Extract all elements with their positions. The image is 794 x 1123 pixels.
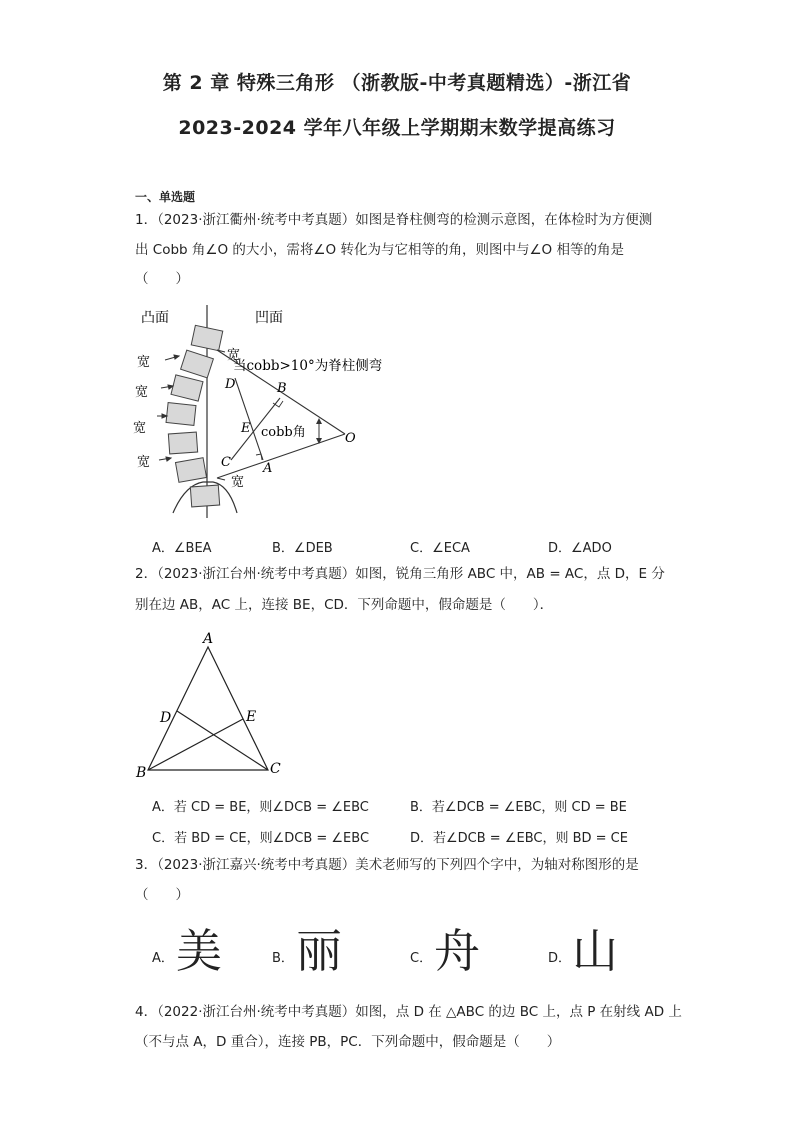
vertebra: [168, 432, 197, 454]
label-concave: 凹面: [255, 310, 283, 326]
q3-option-a-char: 美: [176, 924, 222, 978]
label-note: 当cobb>10°为脊柱侧弯: [233, 358, 383, 374]
q2-option-d[interactable]: D．若∠DCB = ∠EBC，则 BD = CE: [410, 831, 628, 846]
q3-option-b-char: 丽: [296, 924, 342, 978]
vertebrae: [166, 325, 223, 507]
title-line-2: 2023-2024 学年八年级上学期期末数学提高练习: [178, 117, 616, 139]
q1-line-1: 1．（2023·浙江衢州·统考中考真题）如图是脊柱侧弯的检测示意图，在体检时为方便测: [135, 212, 653, 228]
label-wide: 宽: [137, 455, 151, 470]
q3-option-b-label[interactable]: B．: [272, 951, 294, 966]
point-label: B: [136, 765, 147, 781]
q1-option-a[interactable]: A．∠BEA: [152, 541, 212, 556]
label-wide-bottom: 宽: [231, 475, 245, 490]
q1-option-c[interactable]: C．∠ECA: [410, 541, 470, 556]
point-label: C: [221, 455, 231, 470]
q2-line-2: 别在边 AB，AC 上，连接 BE，CD．下列命题中，假命题是（ ）．: [135, 597, 554, 613]
q1-option-b[interactable]: B．∠DEB: [272, 541, 333, 556]
perp-DA: [235, 378, 263, 460]
vertebra: [190, 485, 219, 507]
point-label: D: [160, 710, 172, 726]
q3-option-d-label[interactable]: D．: [548, 951, 572, 966]
label-wide: 宽: [135, 385, 149, 400]
q2-option-c[interactable]: C．若 BD = CE，则∠DCB = ∠EBC: [152, 831, 370, 846]
label-wide: 宽: [137, 355, 151, 370]
q3-line-2: （ ）: [135, 887, 189, 903]
q4-line-1: 4．（2022·浙江台州·统考中考真题）如图，点 D 在 △ABC 的边 BC 上，点 P 在射线 AD 上: [135, 1004, 682, 1020]
vertebra: [175, 458, 206, 483]
q3-option-a-label[interactable]: A．: [152, 951, 174, 966]
vertebra: [181, 350, 214, 378]
point-label: C: [270, 761, 281, 777]
lower-line: [217, 434, 345, 478]
label-wide: 宽: [133, 421, 147, 436]
q3-option-d-char: 山: [572, 924, 618, 978]
point-label: E: [241, 421, 251, 436]
label-convex: 凸面: [141, 310, 169, 326]
q4-line-2: （不与点 A，D 重合），连接 PB，PC．下列命题中，假命题是（ ）: [135, 1034, 561, 1050]
q2-option-b[interactable]: B．若∠DCB = ∠EBC，则 CD = BE: [410, 800, 627, 815]
vertebra: [166, 403, 196, 426]
q1-spine-figure: [125, 300, 383, 525]
vertebra: [171, 375, 203, 401]
point-label: E: [246, 709, 257, 725]
q1-line-3: （ ）: [135, 271, 189, 287]
point-label: A: [203, 631, 214, 647]
q3-option-c-char: 舟: [434, 924, 480, 978]
point-label: O: [345, 431, 356, 446]
q3-line-1: 3．（2023·浙江嘉兴·统考中考真题）美术老师写的下列四个字中，为轴对称图形的是: [135, 857, 639, 873]
q2-option-a[interactable]: A．若 CD = BE，则∠DCB = ∠EBC: [152, 800, 369, 815]
label-cobb-angle: cobb角: [261, 425, 306, 440]
label-wide-top: 宽: [227, 348, 241, 363]
vertebra: [191, 325, 223, 350]
q1-option-d[interactable]: D．∠ADO: [548, 541, 612, 556]
point-label: D: [225, 377, 236, 392]
point-label: A: [263, 461, 273, 476]
title-line-1: 第 2 章 特殊三角形 （浙教版-中考真题精选）-浙江省: [162, 72, 632, 94]
q2-line-1: 2．（2023·浙江台州·统考中考真题）如图，锐角三角形 ABC 中，AB = AC，点 D，E 分: [135, 566, 665, 582]
q3-option-c-label[interactable]: C．: [410, 951, 433, 966]
q1-line-2: 出 Cobb 角∠O 的大小，需将∠O 转化为与它相等的角，则图中与∠O 相等的角是: [135, 242, 624, 258]
section-heading: 一、单选题: [135, 190, 196, 204]
point-label: B: [277, 381, 287, 396]
q2-triangle-figure: [130, 625, 290, 780]
